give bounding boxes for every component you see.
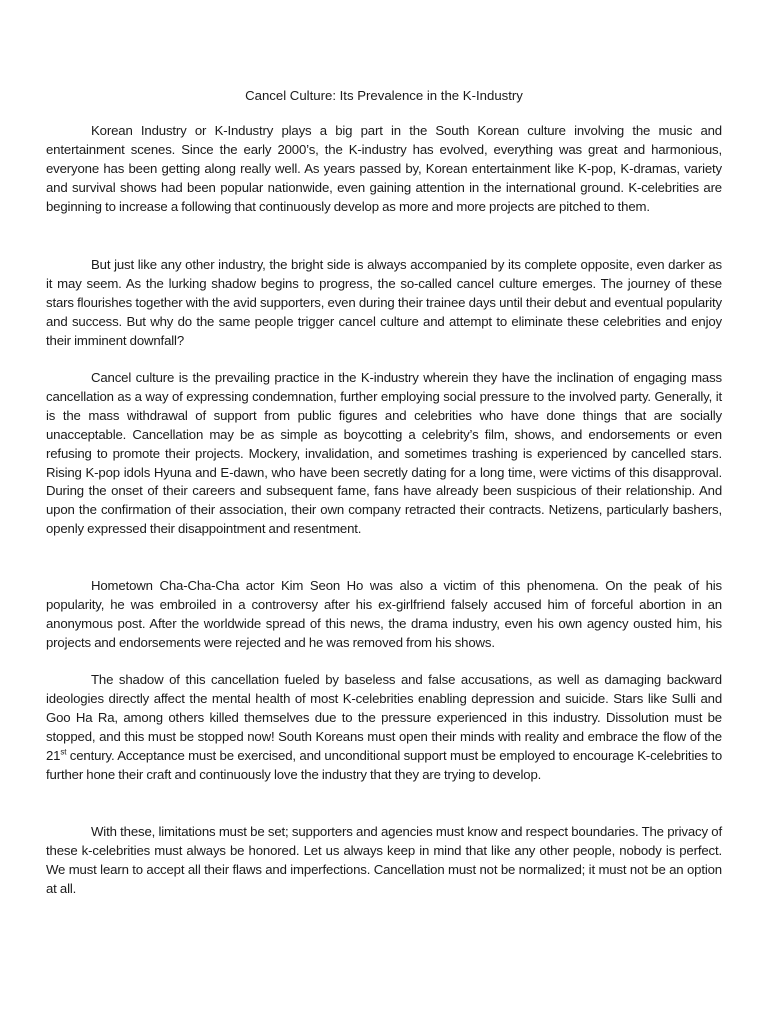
- paragraph-conclusion: With these, limitations must be set; supporters and agencies must know and respect boundaries. The privacy of these k-celebrities must always be honored. Let us always keep in mind that like any other people, nobody is perfect. We must learn to accept all their flaws and imperfections. Cancellation must not be normalized; it must not be an option at all.: [46, 824, 722, 896]
- paragraph-intro: Korean Industry or K-Industry plays a big part in the South Korean culture involving the music and entertainment scenes. Since the early 2000’s, the K-industry has evolved, everything was great and harmonious, everyone has been getting along really well. As years passed by, Korean entertainment like K-pop, K-dramas, variety and survival shows had been popular nationwide, even gaining attention in the international ground. K-celebrities are beginning to increase a following that continuously develop as more and more projects are pitched to them.: [46, 123, 722, 214]
- paragraph-mental-health: [46, 671, 722, 784]
- ordinal-superscript: st: [60, 747, 67, 757]
- document-title: Cancel Culture: Its Prevalence in the K-Industry: [245, 88, 523, 103]
- paragraph-mental-health-part-1: The shadow of this cancellation fueled by baseless and false accusations, as well as damaging backward ideologies directly affect the mental health of most K-celebrities enabling depression and suicide. Stars like Sulli and Goo Ha Ra, among others killed themselves due to the pressure experienced in this industry. Dissolution must be stopped, and this must be stopped now! South Koreans must open their minds with reality and embrace the flow of the 21: [46, 672, 722, 763]
- paragraph-mental-health-part-2: century. Acceptance must be exercised, and unconditional support must be employed to encourage K-celebrities to further hone their craft and continuously love the industry that they are trying to develop.: [46, 747, 722, 782]
- paragraph-kim-seon-ho: Hometown Cha-Cha-Cha actor Kim Seon Ho was also a victim of this phenomena. On the peak of his popularity, he was embroiled in a controversy after his ex-girlfriend falsely accused him of forceful abortion in an anonymous post. After the worldwide spread of this news, the drama industry, even his own agency ousted him, his projects and endorsements were rejected and he was removed from his shows.: [46, 578, 722, 650]
- paragraph-cancel-culture-definition: Cancel culture is the prevailing practice in the K-industry wherein they have the inclination of engaging mass cancellation as a way of expressing condemnation, further employing social pressure to the involved party. Generally, it is the mass withdrawal of support from public figures and celebrities who have done things that are socially unacceptable. Cancellation may be as simple as boycotting a celebrity’s film, shows, and endorsements or even refusing to promote their projects. Mockery, invalidation, and sometimes trashing is experienced by cancelled stars. Rising K-pop idols Hyuna and E-dawn, who have been secretly dating for a long time, were victims of this disapproval. During the onset of their careers and subsequent fame, fans have already been suspicious of their relationship. And upon the confirmation of their association, their own company retracted their contracts. Netizens, particularly bashers, openly expressed their disappointment and resentment.: [46, 370, 722, 537]
- paragraph-bright-side: But just like any other industry, the bright side is always accompanied by its complete opposite, even darker as it may seem. As the lurking shadow begins to progress, the so-called cancel culture emerges. The journey of these stars flourishes together with the avid supporters, even during their trainee days until their debut and eventual popularity and success. But why do the same people trigger cancel culture and attempt to eliminate these celebrities and enjoy their imminent downfall?: [46, 257, 722, 348]
